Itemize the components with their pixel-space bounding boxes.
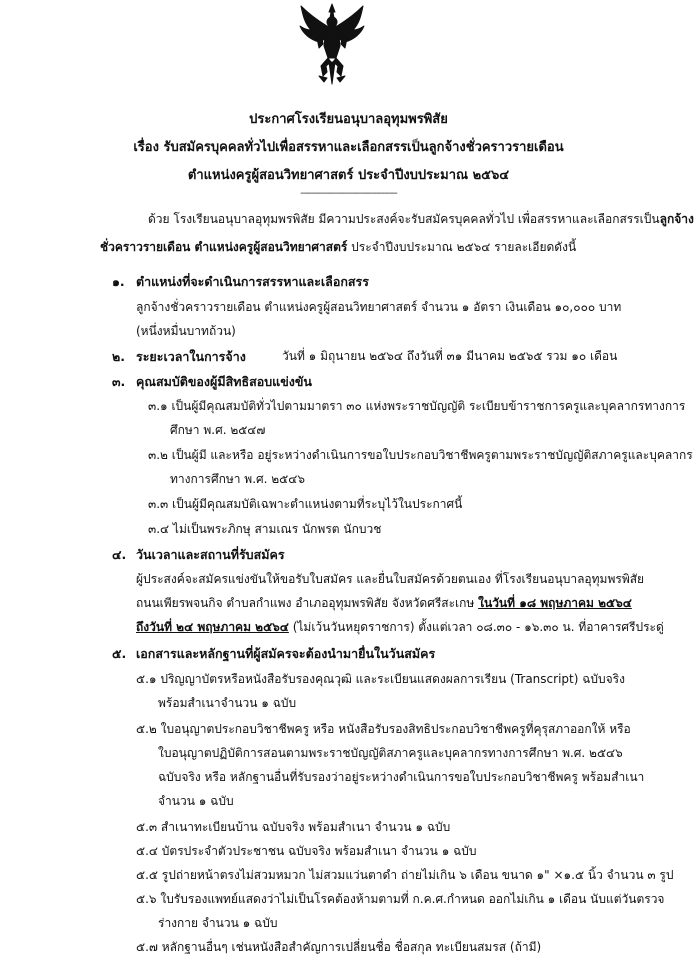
section-5-item-3: ๕.๓ สำเนาทะเบียนบ้าน ฉบับจริง พร้อมสำเนา จำนวน ๑ ฉบับ [136,820,451,834]
section-5-number: ๕. [112,646,127,661]
garuda-emblem-icon [297,2,367,86]
section-3-item-4: ๓.๔ ไม่เป็นพระภิกษุ สามเณร นักพรต นักบวช [148,522,382,536]
intro-text-2: ประจำปีงบประมาณ ๒๕๖๔ รายละเอียดดังนี้ [347,240,577,254]
section-3-number: ๓. [112,374,126,389]
announcement-title: ประกาศโรงเรียนอนุบาลอุทุมพรพิสัย [249,112,448,127]
section-4-start-date: ในวันที่ ๑๘ พฤษภาคม ๒๕๖๔ [478,596,632,610]
section-3-item-1-line-2: ศึกษา พ.ศ. ๒๕๔๗ [170,423,266,437]
section-3-title: คุณสมบัติของผู้มีสิทธิสอบแข่งขัน [136,374,312,389]
title-divider: ------------------------------------- [300,188,397,199]
section-4-address: ถนนเพียรพจนกิจ ตำบลกำแพง อำเภออุทุมพรพิสัย จังหวัดศรีสะเกษ [136,596,479,610]
section-3-item-3: ๓.๓ เป็นผู้มีคุณสมบัติเฉพาะตำแหน่งตามที่ระบุไว้ในประกาศนี้ [148,497,463,511]
section-5-item-1-line-1: ๕.๑ ปริญญาบัตรหรือหนังสือรับรองคุณวุฒิ และระเบียนแสดงผลการเรียน (Transcript) ฉบับจริง [136,672,625,686]
section-5-item-6-line-2: ร่างกาย จำนวน ๑ ฉบับ [158,916,278,930]
section-5-item-2-line-3: ฉบับจริง หรือ หลักฐานอื่นที่รับรองว่าอยู่ระหว่างดำเนินการขอใบประกอบวิชาชีพครู พร้อมสำเนา [158,770,645,784]
section-3-item-2-line-1: ๓.๒ เป็นผู้มี และหรือ อยู่ระหว่างดำเนินการขอใบประกอบวิชาชีพครูตามพระราชบัญญัติสภาครูและบุคลากร [148,448,693,462]
section-5-title: เอกสารและหลักฐานที่ผู้สมัครจะต้องนำมายื่นในวันสมัคร [136,646,436,661]
announcement-subject: เรื่อง รับสมัครบุคคลทั่วไปเพื่อสรรหาและเลือกสรรเป็นลูกจ้างชั่วคราวรายเดือน [133,140,564,155]
section-1-number: ๑. [112,274,125,289]
section-5-item-2-line-2: ใบอนุญาตปฏิบัติการสอนตามพระราชบัญญัติสภาครูและบุคลากรทางการศึกษา พ.ศ. ๒๕๔๖ [158,746,623,760]
intro-text: ด้วย โรงเรียนอนุบาลอุทุมพรพิสัย มีความประสงค์จะรับสมัครบุคคลทั่วไป เพื่อสรรหาและเลือกสรรเป็น [148,212,660,226]
section-4-time-place: (ไม่เว้นวันหยุดราชการ) ตั้งแต่เวลา ๐๘.๓๐ - ๑๖.๓๐ น. ที่อาคารศรีประดู่ [288,620,664,634]
intro-emphasis-position: ชั่วคราวรายเดือน ตำแหน่งครูผู้สอนวิทยาศาสตร์ [100,240,348,254]
section-1-title: ตำแหน่งที่จะดำเนินการสรรหาและเลือกสรร [136,274,369,289]
section-5-item-1-line-2: พร้อมสำเนาจำนวน ๑ ฉบับ [158,696,297,710]
section-5-item-5: ๕.๕ รูปถ่ายหน้าตรงไม่สวมหมวก ไม่สวมแว่นตาดำ ถ่ายไม่เกิน ๖ เดือน ขนาด ๑" ×๑.๕ นิ้ว จำนวน ๓ รูป [136,868,674,882]
section-5-item-2-line-1: ๕.๒ ใบอนุญาตประกอบวิชาชีพครู หรือ หนังสือรับรองสิทธิประกอบวิชาชีพครูที่คุรุสภาออกให้ หรือ [136,722,631,736]
section-4-title: วันเวลาและสถานที่รับสมัคร [136,547,285,562]
section-5-item-6-line-1: ๕.๖ ใบรับรองแพทย์แสดงว่าไม่เป็นโรคต้องห้ามตามที่ ก.ค.ศ.กำหนด ออกไม่เกิน ๑ เดือน นับแต่วันตรวจ [136,892,665,906]
section-5-item-4: ๕.๔ บัตรประจำตัวประชาชน ฉบับจริง พร้อมสำเนา จำนวน ๑ ฉบับ [136,844,477,858]
section-4-line-2 [136,594,632,613]
section-2-number: ๒. [112,349,125,364]
section-4-line-3 [136,618,664,637]
section-4-end-date: ถึงวันที่ ๒๔ พฤษภาคม ๒๕๖๔ [136,620,289,634]
section-5-item-2-line-4: จำนวน ๑ ฉบับ [158,794,234,808]
section-5-item-7: ๕.๗ หลักฐานอื่นๆ เช่นหนังสือสำคัญการเปลี่ยนชื่อ ชื่อสกุล ทะเบียนสมรส (ถ้ามี) [136,940,542,954]
section-2-text: วันที่ ๑ มิถุนายน ๒๕๖๔ ถึงวันที่ ๓๑ มีนาคม ๒๕๖๕ รวม ๑๐ เดือน [282,349,618,363]
section-4-number: ๔. [112,547,127,562]
section-4-line-1: ผู้ประสงค์จะสมัครแข่งขันให้ขอรับใบสมัคร และยื่นใบสมัครด้วยตนเอง ที่โรงเรียนอนุบาลอุทุมพรพิสัย [136,572,645,586]
intro-paragraph-line-2 [100,238,576,257]
announcement-position: ตำแหน่งครูผู้สอนวิทยาศาสตร์ ประจำปีงบประมาณ ๒๕๖๔ [187,168,510,183]
section-3-item-2-line-2: ทางการศึกษา พ.ศ. ๒๕๔๖ [170,472,305,486]
intro-paragraph-line-1 [148,210,694,229]
section-1-line-1: ลูกจ้างชั่วคราวรายเดือน ตำแหน่งครูผู้สอนวิทยาศาสตร์ จำนวน ๑ อัตรา เงินเดือน ๑๐,๐๐๐ บาท [136,300,622,314]
section-2-title: ระยะเวลาในการจ้าง [136,349,246,364]
intro-emphasis: ลูกจ้าง [659,212,694,226]
section-1-line-2: (หนึ่งหมื่นบาทถ้วน) [136,324,236,338]
section-3-item-1-line-1: ๓.๑ เป็นผู้มีคุณสมบัติทั่วไปตามมาตรา ๓๐ แห่งพระราชบัญญัติ ระเบียบข้าราชการครูและบุคลากรทางการ [148,399,686,413]
